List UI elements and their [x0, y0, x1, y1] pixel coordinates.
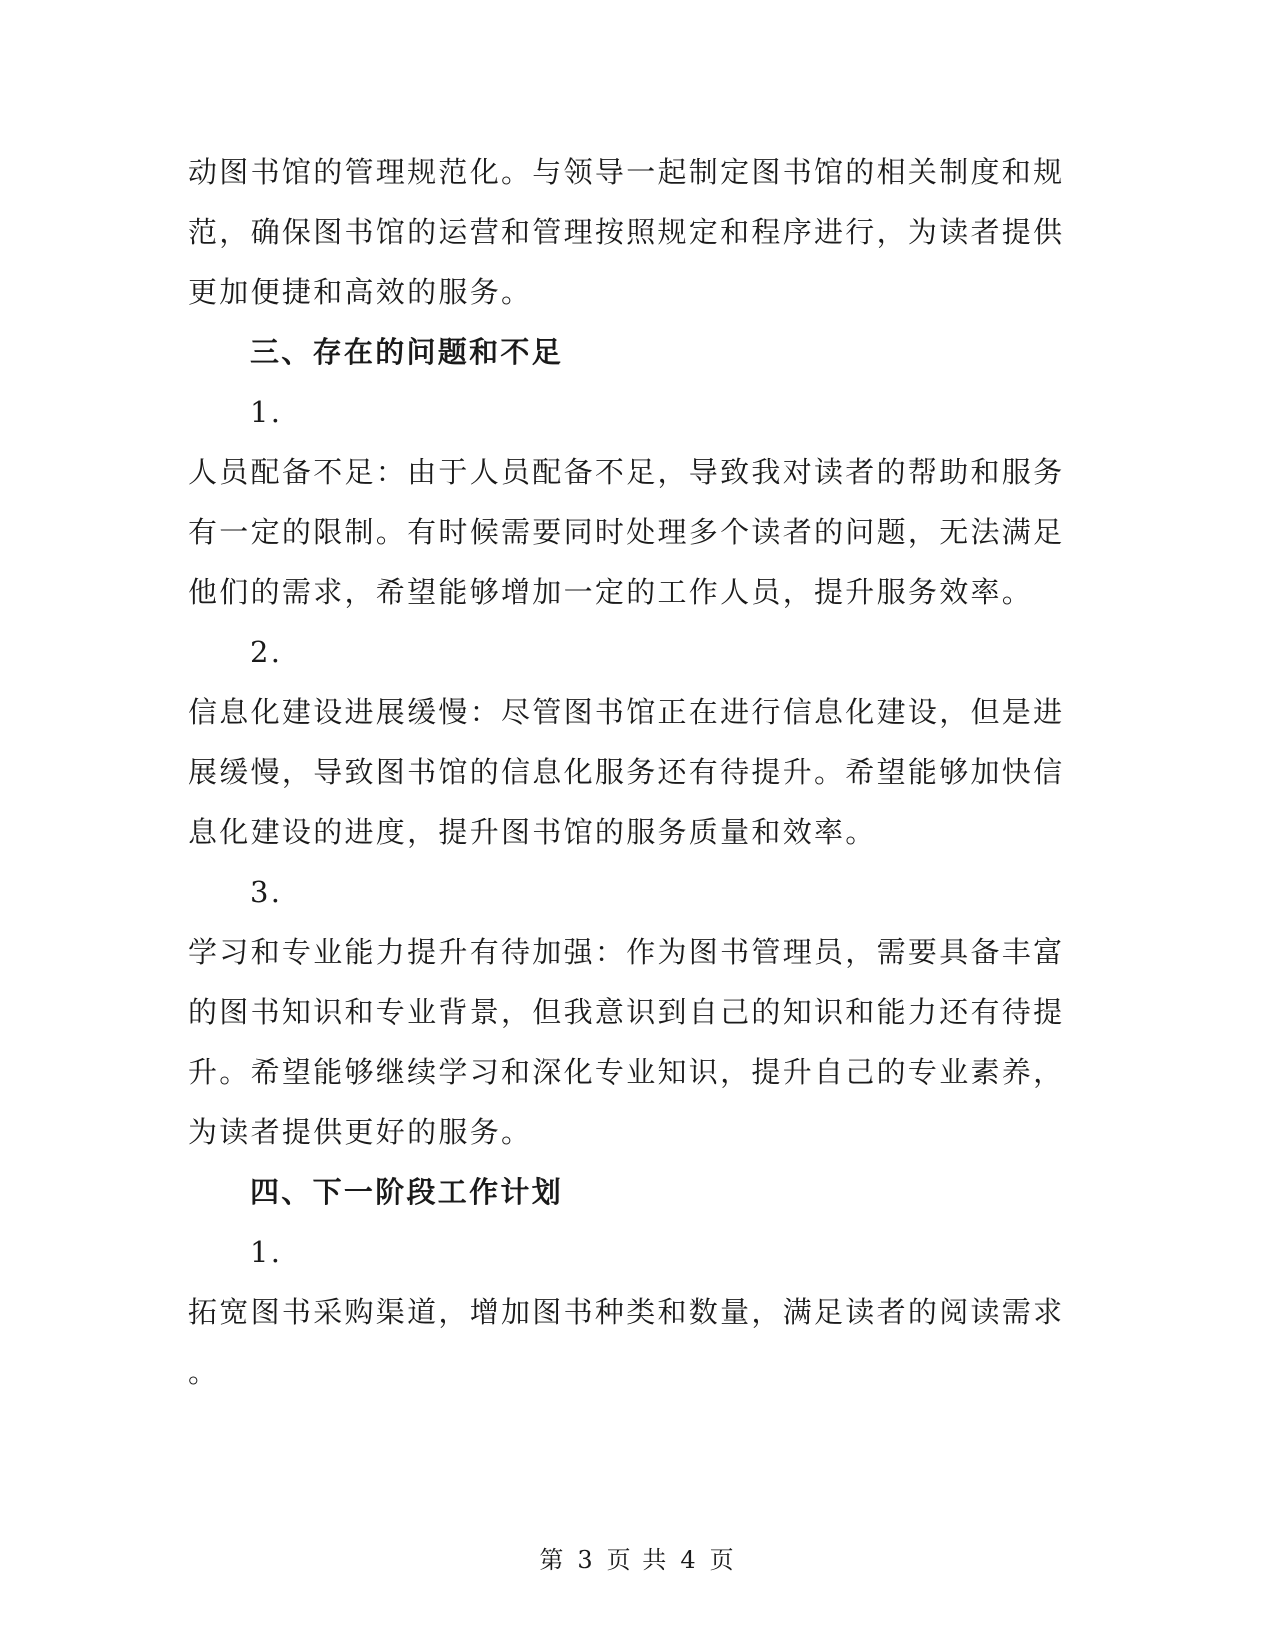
section-heading-problems: 三、存在的问题和不足 [250, 335, 564, 369]
paragraph-line: 动图书馆的管理规范化。与领导一起制定图书馆的相关制度和规 [188, 155, 1065, 189]
paragraph-line: 更加便捷和高效的服务。 [188, 275, 533, 309]
page-current-number: 3 [577, 1546, 595, 1574]
page-total-number: 4 [680, 1546, 698, 1574]
list-number: 1. [250, 395, 283, 429]
list-number: 2. [250, 635, 283, 669]
paragraph-line: 范，确保图书馆的运营和管理按照规定和程序进行，为读者提供 [188, 215, 1065, 249]
document-body [188, 142, 1068, 1402]
paragraph-line: 展缓慢，导致图书馆的信息化服务还有待提升。希望能够加快信 [188, 755, 1065, 789]
paragraph-line: 为读者提供更好的服务。 [188, 1115, 533, 1149]
page-label-mid: 页 共 [606, 1546, 669, 1574]
paragraph-line: 拓宽图书采购渠道，增加图书种类和数量，满足读者的阅读需求 [188, 1295, 1065, 1329]
list-number: 3. [250, 875, 283, 909]
paragraph-line: 他们的需求，希望能够增加一定的工作人员，提升服务效率。 [188, 575, 1034, 609]
page-label-suffix: 页 [709, 1546, 736, 1574]
list-number: 1. [250, 1235, 283, 1269]
page-footer [0, 1540, 1275, 1575]
paragraph-line: 人员配备不足：由于人员配备不足，导致我对读者的帮助和服务 [188, 455, 1065, 489]
paragraph-line: 升。希望能够继续学习和深化专业知识，提升自己的专业素养， [188, 1055, 1065, 1089]
paragraph-line: 学习和专业能力提升有待加强：作为图书管理员，需要具备丰富 [188, 935, 1065, 969]
page-label-prefix: 第 [539, 1546, 566, 1574]
paragraph-line: 有一定的限制。有时候需要同时处理多个读者的问题，无法满足 [188, 515, 1065, 549]
section-heading-next-plan: 四、下一阶段工作计划 [250, 1175, 564, 1209]
paragraph-line: 。 [188, 1355, 220, 1389]
paragraph-line: 信息化建设进展缓慢：尽管图书馆正在进行信息化建设，但是进 [188, 695, 1065, 729]
paragraph-line: 的图书知识和专业背景，但我意识到自己的知识和能力还有待提 [188, 995, 1065, 1029]
paragraph-line: 息化建设的进度，提升图书馆的服务质量和效率。 [188, 815, 877, 849]
